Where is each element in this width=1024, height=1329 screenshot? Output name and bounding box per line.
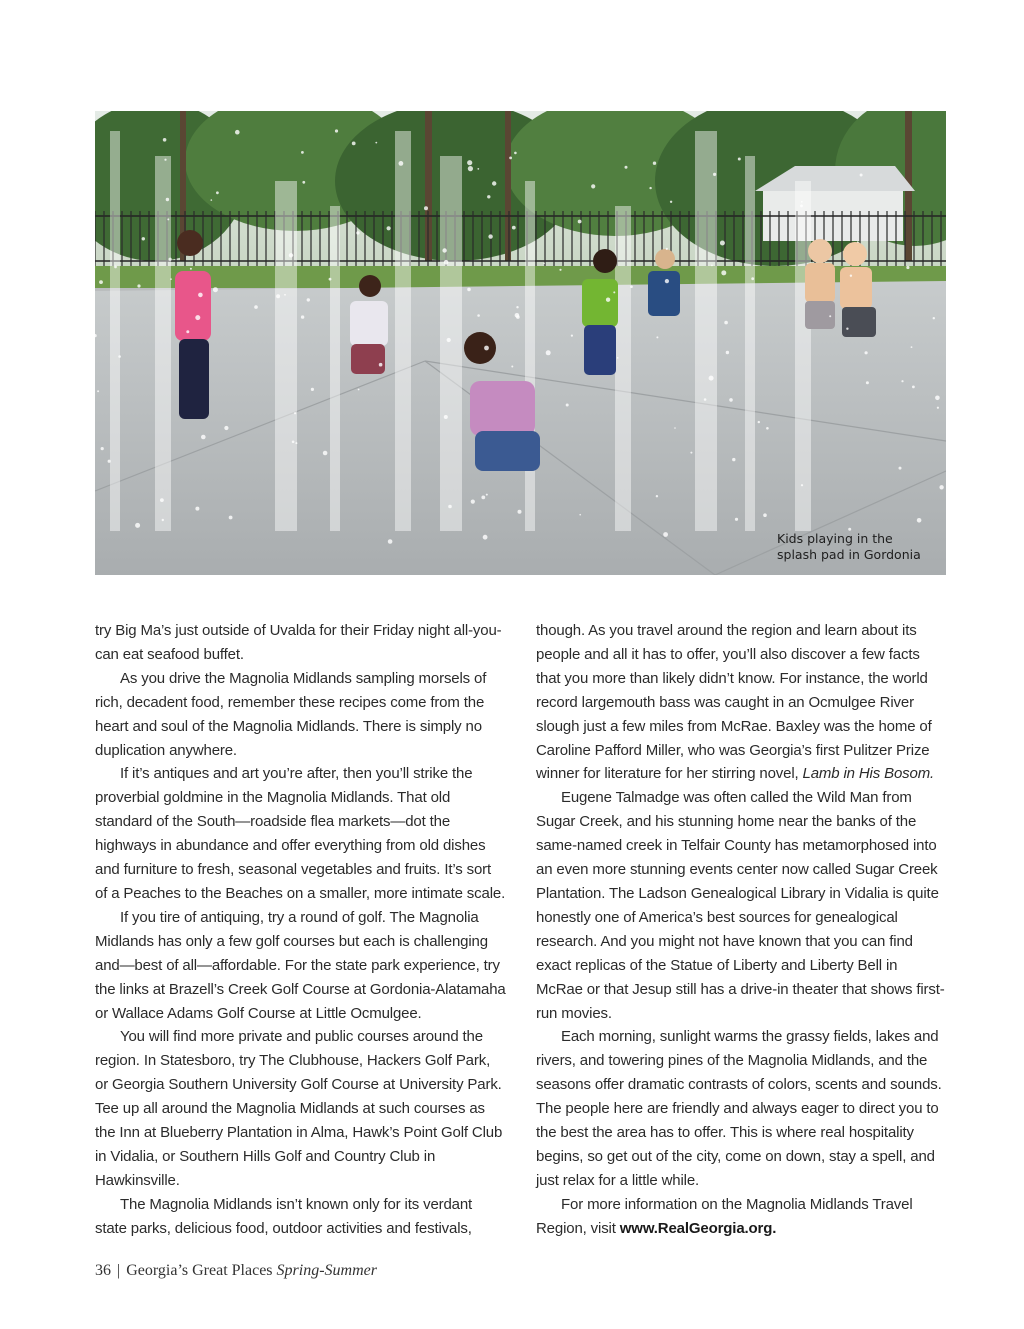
issue-name: Spring-Summer bbox=[276, 1262, 377, 1279]
book-title: Lamb in His Bosom. bbox=[802, 765, 935, 783]
paragraph: You will find more private and public courses around the region. In Statesboro, try The Clubhouse, Hackers Golf Park, or Georgia Southern University Golf Course at University Park. Tee up all around the Magnolia Midlands at such courses as the Inn at Blueberry Plantation in Alma, Hawk’s Point Golf Club in Vidalia, or Southern Hills Golf and Country Club in Hawkinsville. bbox=[95, 1028, 503, 1189]
caption-line: splash pad in Gordonia bbox=[777, 547, 921, 562]
paragraph: The Magnolia Midlands isn’t known only for its verdant state parks, delicious food, outdoor activities and festivals, bbox=[95, 1195, 473, 1237]
paragraph: try Big Ma’s just outside of Uvalda for their Friday night all-you-can eat seafood buffet. bbox=[95, 622, 502, 663]
page-number: 36 bbox=[95, 1262, 111, 1279]
paragraph bbox=[536, 619, 948, 786]
paragraph: Eugene Talmadge was often called the Wild Man from Sugar Creek, and his stunning home near the banks of the same-named creek in Telfair County has metamorphosed into an even more stunning events center now called Sugar Creek Plantation. The Ladson Genealogical Library in Vidalia is quite honestly one of America’s best sources for genealogical research. And you might not have known that you can find exact replicas of the Statue of Liberty and Liberty Bell in McRae or that Jesup still has a drive-in theater that shows first-run movies. bbox=[536, 789, 945, 1022]
left-column bbox=[95, 619, 507, 1241]
splash-pad-illustration bbox=[95, 111, 946, 575]
caption-line: Kids playing in the bbox=[777, 531, 893, 546]
paragraph: As you drive the Magnolia Midlands sampling morsels of rich, decadent food, remember these recipes come from the heart and soul of the Magnolia Midlands. There is simply no duplication anywhere. bbox=[95, 669, 487, 759]
page-footer bbox=[95, 1262, 377, 1280]
publication-name: Georgia’s Great Places bbox=[126, 1262, 273, 1279]
paragraph bbox=[536, 1193, 948, 1241]
splash-pad-photo bbox=[95, 111, 946, 575]
paragraph: Each morning, sunlight warms the grassy fields, lakes and rivers, and towering pines of the Magnolia Midlands, and the seasons offer dramatic contrasts of colors, scents and sounds. The people here are friendly and always eager to direct you to the best the area has to offer. This is where real hospitality begins, so get out of the city, come on down, stay a spell, and just relax for a little while. bbox=[536, 1028, 942, 1189]
paragraph-text: though. As you travel around the region and learn about its people and all it has to offer, you’ll also discover a few facts that you more than likely didn’t know. For instance, the world record largemouth bass was caught in an Ocmulgee River slough just a few miles from McRae. Baxley was the home of Caroline Pafford Miller, who was Georgia’s first Pulitzer Prize winner for literature for her stirring novel, bbox=[536, 622, 932, 783]
website-link[interactable]: www.RealGeorgia.org. bbox=[619, 1219, 777, 1237]
paragraph: If you tire of antiquing, try a round of golf. The Magnolia Midlands has only a few golf courses but each is challenging and—best of all—affordable. For the state park experience, try the links at Brazell’s Creek Golf Course at Gordonia-Alatamaha or Wallace Adams Golf Course at Little Ocmulgee. bbox=[95, 908, 506, 1022]
paragraph: If it’s antiques and art you’re after, then you’ll strike the proverbial goldmine in the Magnolia Midlands. That old standard of the South—roadside flea markets—dot the highways in abundance and offer everything from old dishes and furniture to fresh, seasonal vegetables and fruits. It’s sort of a Peaches to the Beaches on a smaller, more intimate scale. bbox=[95, 765, 506, 902]
paragraph-text: For more information on the Magnolia Midlands Travel Region, visit bbox=[536, 1195, 913, 1237]
photo-caption bbox=[777, 531, 927, 563]
right-column bbox=[536, 619, 948, 1241]
footer-separator: | bbox=[117, 1262, 121, 1279]
